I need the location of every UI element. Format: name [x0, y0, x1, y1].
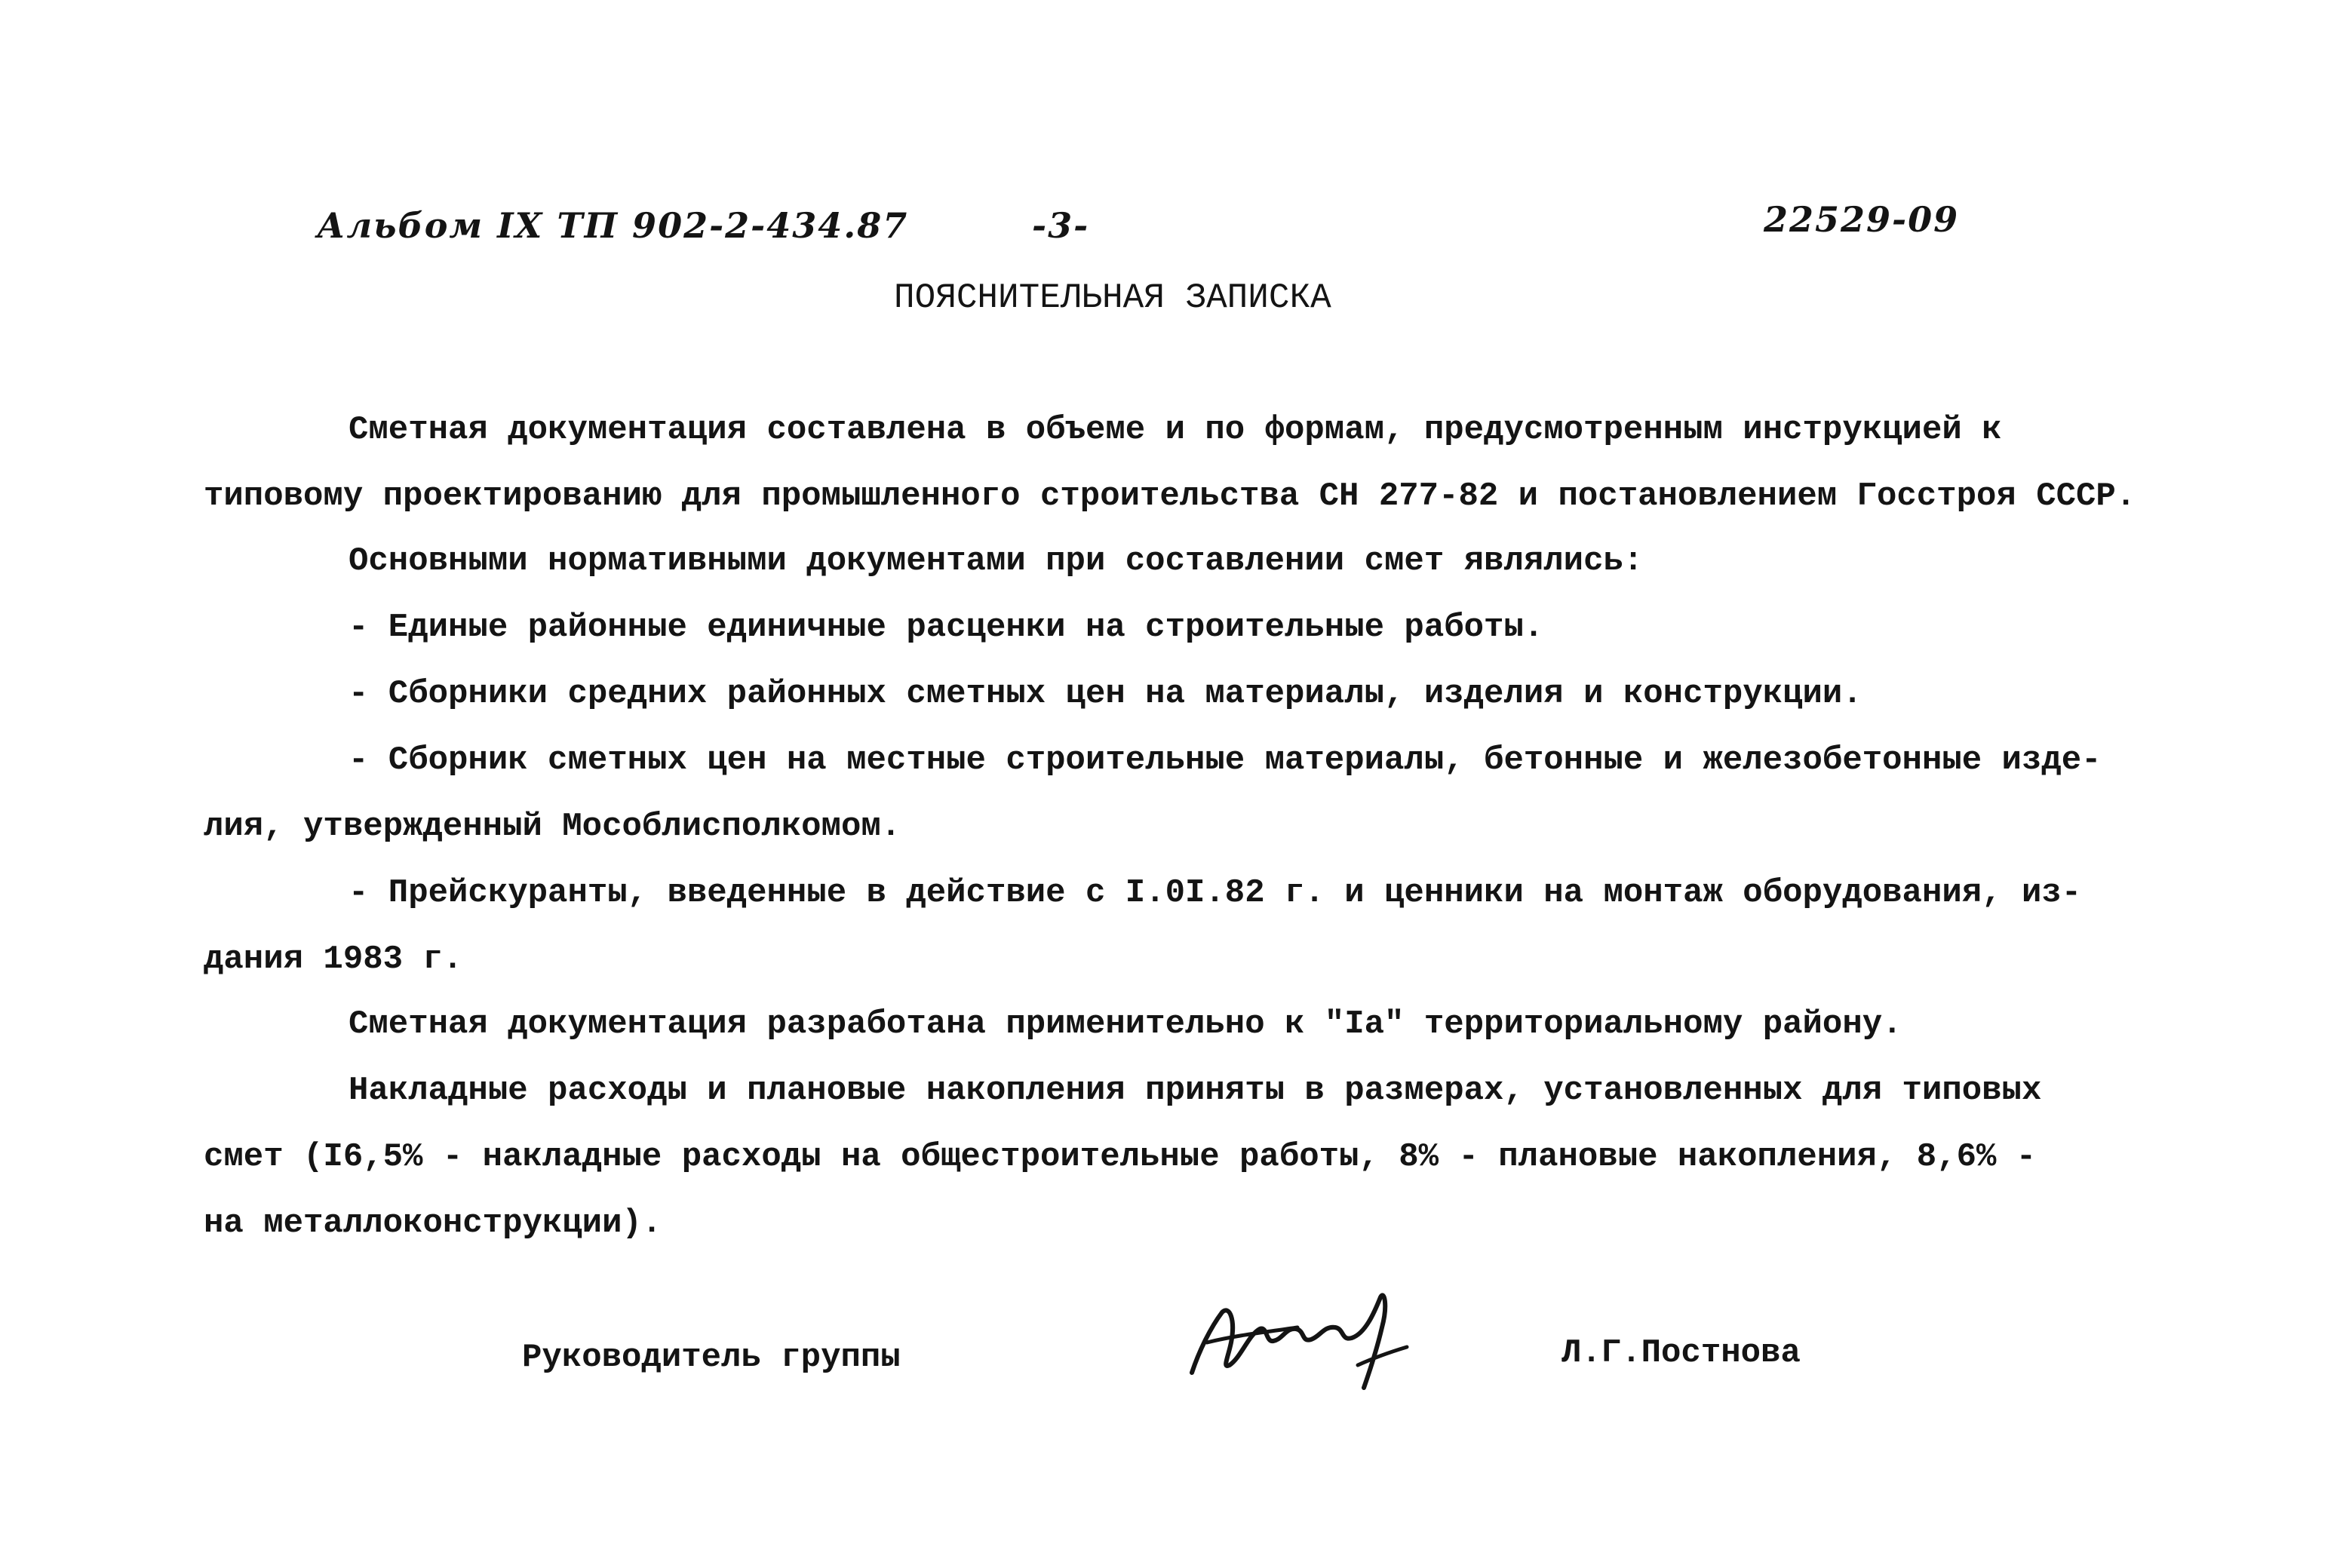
handwritten-signature: [1177, 1282, 1426, 1395]
body-line: - Единые районные единичные расценки на строительные работы.: [349, 609, 1544, 646]
page-number: -3-: [1032, 205, 1090, 246]
body-line: - Сборники средних районных сметных цен на материалы, изделия и конструкции.: [349, 675, 1862, 713]
body-line: Основными нормативными документами при составлении смет являлись:: [349, 542, 1644, 580]
body-line: - Сборник сметных цен на местные строительные материалы, бетонные и железобетонные изде-: [349, 741, 2102, 779]
signature-role: Руководитель группы: [522, 1339, 901, 1376]
body-line: - Прейскуранты, введенные в действие с I.0I.82 г. и ценники на монтаж оборудования, из-: [349, 874, 2082, 912]
body-line: Накладные расходы и плановые накопления приняты в размерах, установленных для типовых: [349, 1072, 2042, 1109]
header-album-reference: Альбом IX ТП 902-2-434.87: [317, 205, 909, 246]
body-line: Сметная документация разработана применительно к "Iа" территориальному району.: [349, 1005, 1902, 1043]
body-line: типовому проектированию для промышленного строительства СН 277-82 и постановлением Госстроя СССР.: [204, 477, 2136, 515]
body-line: дания 1983 г.: [204, 940, 463, 978]
body-line: лия, утвержденный Мособлисполкомом.: [204, 808, 901, 845]
document-code: 22529-09: [1764, 199, 1960, 240]
body-line: Сметная документация составлена в объеме и по формам, предусмотренным инструкцией к: [349, 411, 2002, 449]
signature-name: Л.Г.Постнова: [1561, 1334, 1801, 1372]
document-title: ПОЯСНИТЕЛЬНАЯ ЗАПИСКА: [894, 278, 1331, 318]
body-line: смет (I6,5% - накладные расходы на общестроительные работы, 8% - плановые накопления, 8,6% -: [204, 1138, 2037, 1176]
body-line: на металлоконструкции).: [204, 1204, 662, 1242]
